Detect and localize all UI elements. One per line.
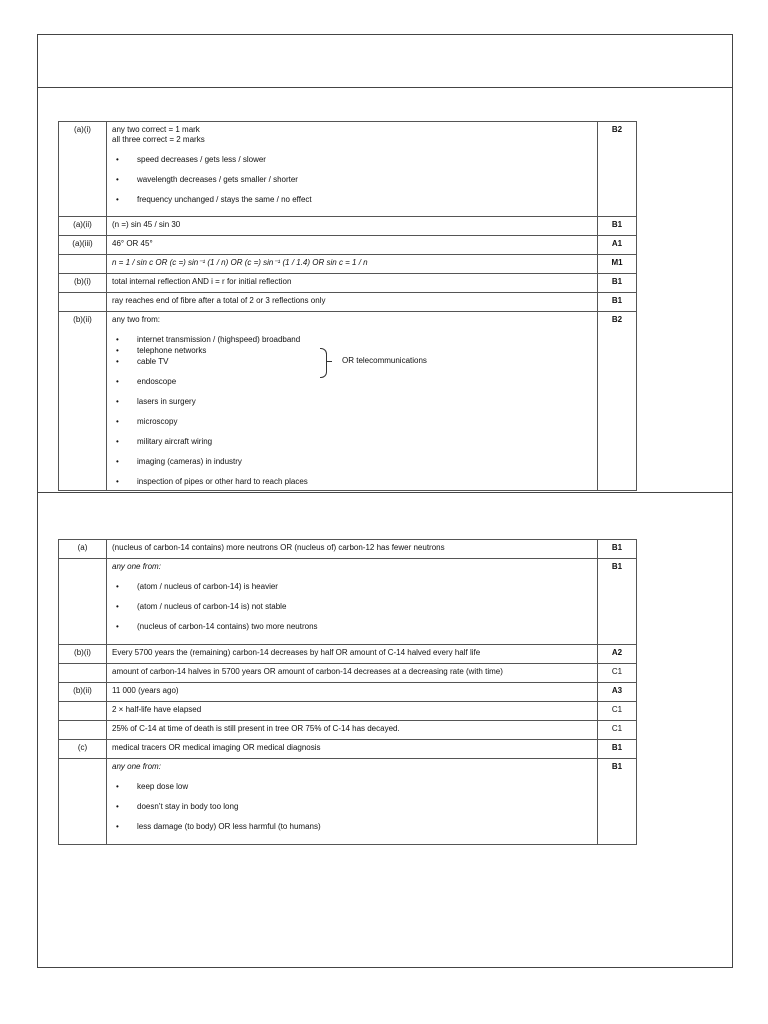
table-row <box>59 540 637 559</box>
list-item: • doesn’t stay in body too long <box>112 802 592 812</box>
mark: C1 <box>598 702 637 721</box>
list-item: • military aircraft wiring <box>112 437 592 447</box>
question-part: (b)(i) <box>59 274 107 293</box>
mark: B1 <box>598 217 637 236</box>
list-item: • microscopy <box>112 417 592 427</box>
question-part <box>59 664 107 683</box>
list-item: • speed decreases / gets less / slower <box>112 155 592 165</box>
answer-cell: ray reaches end of fibre after a total of 2 or 3 reflections only <box>107 293 598 312</box>
answer-intro: any two from: <box>112 315 161 324</box>
mark: B2 <box>598 122 637 217</box>
list-item: • imaging (cameras) in industry <box>112 457 592 467</box>
mark: A1 <box>598 236 637 255</box>
answer-cell <box>107 122 598 217</box>
table-row <box>59 293 637 312</box>
question-part: (b)(ii) <box>59 312 107 491</box>
answer-cell: n = 1 / sin c OR (c =) sin⁻¹ (1 / n) OR (c =) sin⁻¹ (1 / 1.4) OR sin c = 1 / n <box>107 255 598 274</box>
list-item: • less damage (to body) OR less harmful (to humans) <box>112 822 592 832</box>
list-item: • telephone networks <box>112 346 592 356</box>
answer-cell: 25% of C-14 at time of death is still present in tree OR 75% of C-14 has decayed. <box>107 721 598 740</box>
answer-cell: 46° OR 45° <box>107 236 598 255</box>
answer-cell: medical tracers OR medical imaging OR medical diagnosis <box>107 740 598 759</box>
table-row <box>59 702 637 721</box>
answer-cell: total internal reflection AND i = r for initial reflection <box>107 274 598 293</box>
list-item: • (nucleus of carbon-14 contains) two more neutrons <box>112 622 592 632</box>
list-item: • frequency unchanged / stays the same / no effect <box>112 195 592 205</box>
answer-intro: any one from: <box>112 762 161 771</box>
mark: B2 <box>598 312 637 491</box>
question-part: (a) <box>59 540 107 559</box>
table-row <box>59 236 637 255</box>
mark-scheme-table-2 <box>58 539 637 845</box>
answer-cell <box>107 312 598 491</box>
answer-cell: 11 000 (years ago) <box>107 683 598 702</box>
answer-line: all three correct = 2 marks <box>112 135 205 144</box>
question-part: (a)(ii) <box>59 217 107 236</box>
list-item: • lasers in surgery <box>112 397 592 407</box>
list-item: • internet transmission / (highspeed) broadband <box>112 335 592 345</box>
question-part <box>59 559 107 645</box>
mark-scheme-table-1 <box>58 121 637 491</box>
group-note: OR telecommunications <box>342 356 427 365</box>
table-row <box>59 274 637 293</box>
answer-cell: (n =) sin 45 / sin 30 <box>107 217 598 236</box>
list-item: • cable TV <box>112 357 592 367</box>
table-row <box>59 683 637 702</box>
question-divider <box>37 492 733 493</box>
question-part <box>59 721 107 740</box>
mark: A2 <box>598 645 637 664</box>
list-item: • inspection of pipes or other hard to reach places <box>112 477 592 487</box>
table-row <box>59 721 637 740</box>
brace-shape <box>320 348 327 378</box>
question-part: (a)(i) <box>59 122 107 217</box>
mark: M1 <box>598 255 637 274</box>
mark: B1 <box>598 559 637 645</box>
table-row <box>59 645 637 664</box>
table-row <box>59 740 637 759</box>
table-row <box>59 759 637 845</box>
list-item: • (atom / nucleus of carbon-14 is) not stable <box>112 602 592 612</box>
table-row <box>59 312 637 491</box>
table-row <box>59 255 637 274</box>
table-row <box>59 559 637 645</box>
question-part <box>59 759 107 845</box>
answer-cell: amount of carbon-14 halves in 5700 years OR amount of carbon-14 decreases at a decreasing rate (with time) <box>107 664 598 683</box>
question-part: (c) <box>59 740 107 759</box>
list-item: • endoscope <box>112 377 592 387</box>
question-part <box>59 702 107 721</box>
answer-intro: any one from: <box>112 562 161 571</box>
answer-cell: 2 × half-life have elapsed <box>107 702 598 721</box>
answer-cell <box>107 759 598 845</box>
list-item: • wavelength decreases / gets smaller / shorter <box>112 175 592 185</box>
mark: C1 <box>598 664 637 683</box>
question-part: (b)(ii) <box>59 683 107 702</box>
answer-line: any two correct = 1 mark <box>112 125 200 134</box>
table-row <box>59 122 637 217</box>
brace-tick <box>327 361 332 362</box>
mark: B1 <box>598 759 637 845</box>
answer-cell <box>107 559 598 645</box>
question-part: (b)(i) <box>59 645 107 664</box>
mark: B1 <box>598 740 637 759</box>
answer-cell: Every 5700 years the (remaining) carbon-14 decreases by half OR amount of C-14 halved every half life <box>107 645 598 664</box>
question-part <box>59 255 107 274</box>
list-item: • keep dose low <box>112 782 592 792</box>
list-item: • (atom / nucleus of carbon-14) is heavier <box>112 582 592 592</box>
header-divider <box>37 87 733 88</box>
mark: C1 <box>598 721 637 740</box>
answer-cell: (nucleus of carbon-14 contains) more neutrons OR (nucleus of) carbon-12 has fewer neutrons <box>107 540 598 559</box>
mark: B1 <box>598 293 637 312</box>
mark: B1 <box>598 540 637 559</box>
table-row <box>59 664 637 683</box>
grouped-list <box>112 335 592 367</box>
table-row <box>59 217 637 236</box>
question-part: (a)(iii) <box>59 236 107 255</box>
mark: B1 <box>598 274 637 293</box>
mark: A3 <box>598 683 637 702</box>
question-part <box>59 293 107 312</box>
